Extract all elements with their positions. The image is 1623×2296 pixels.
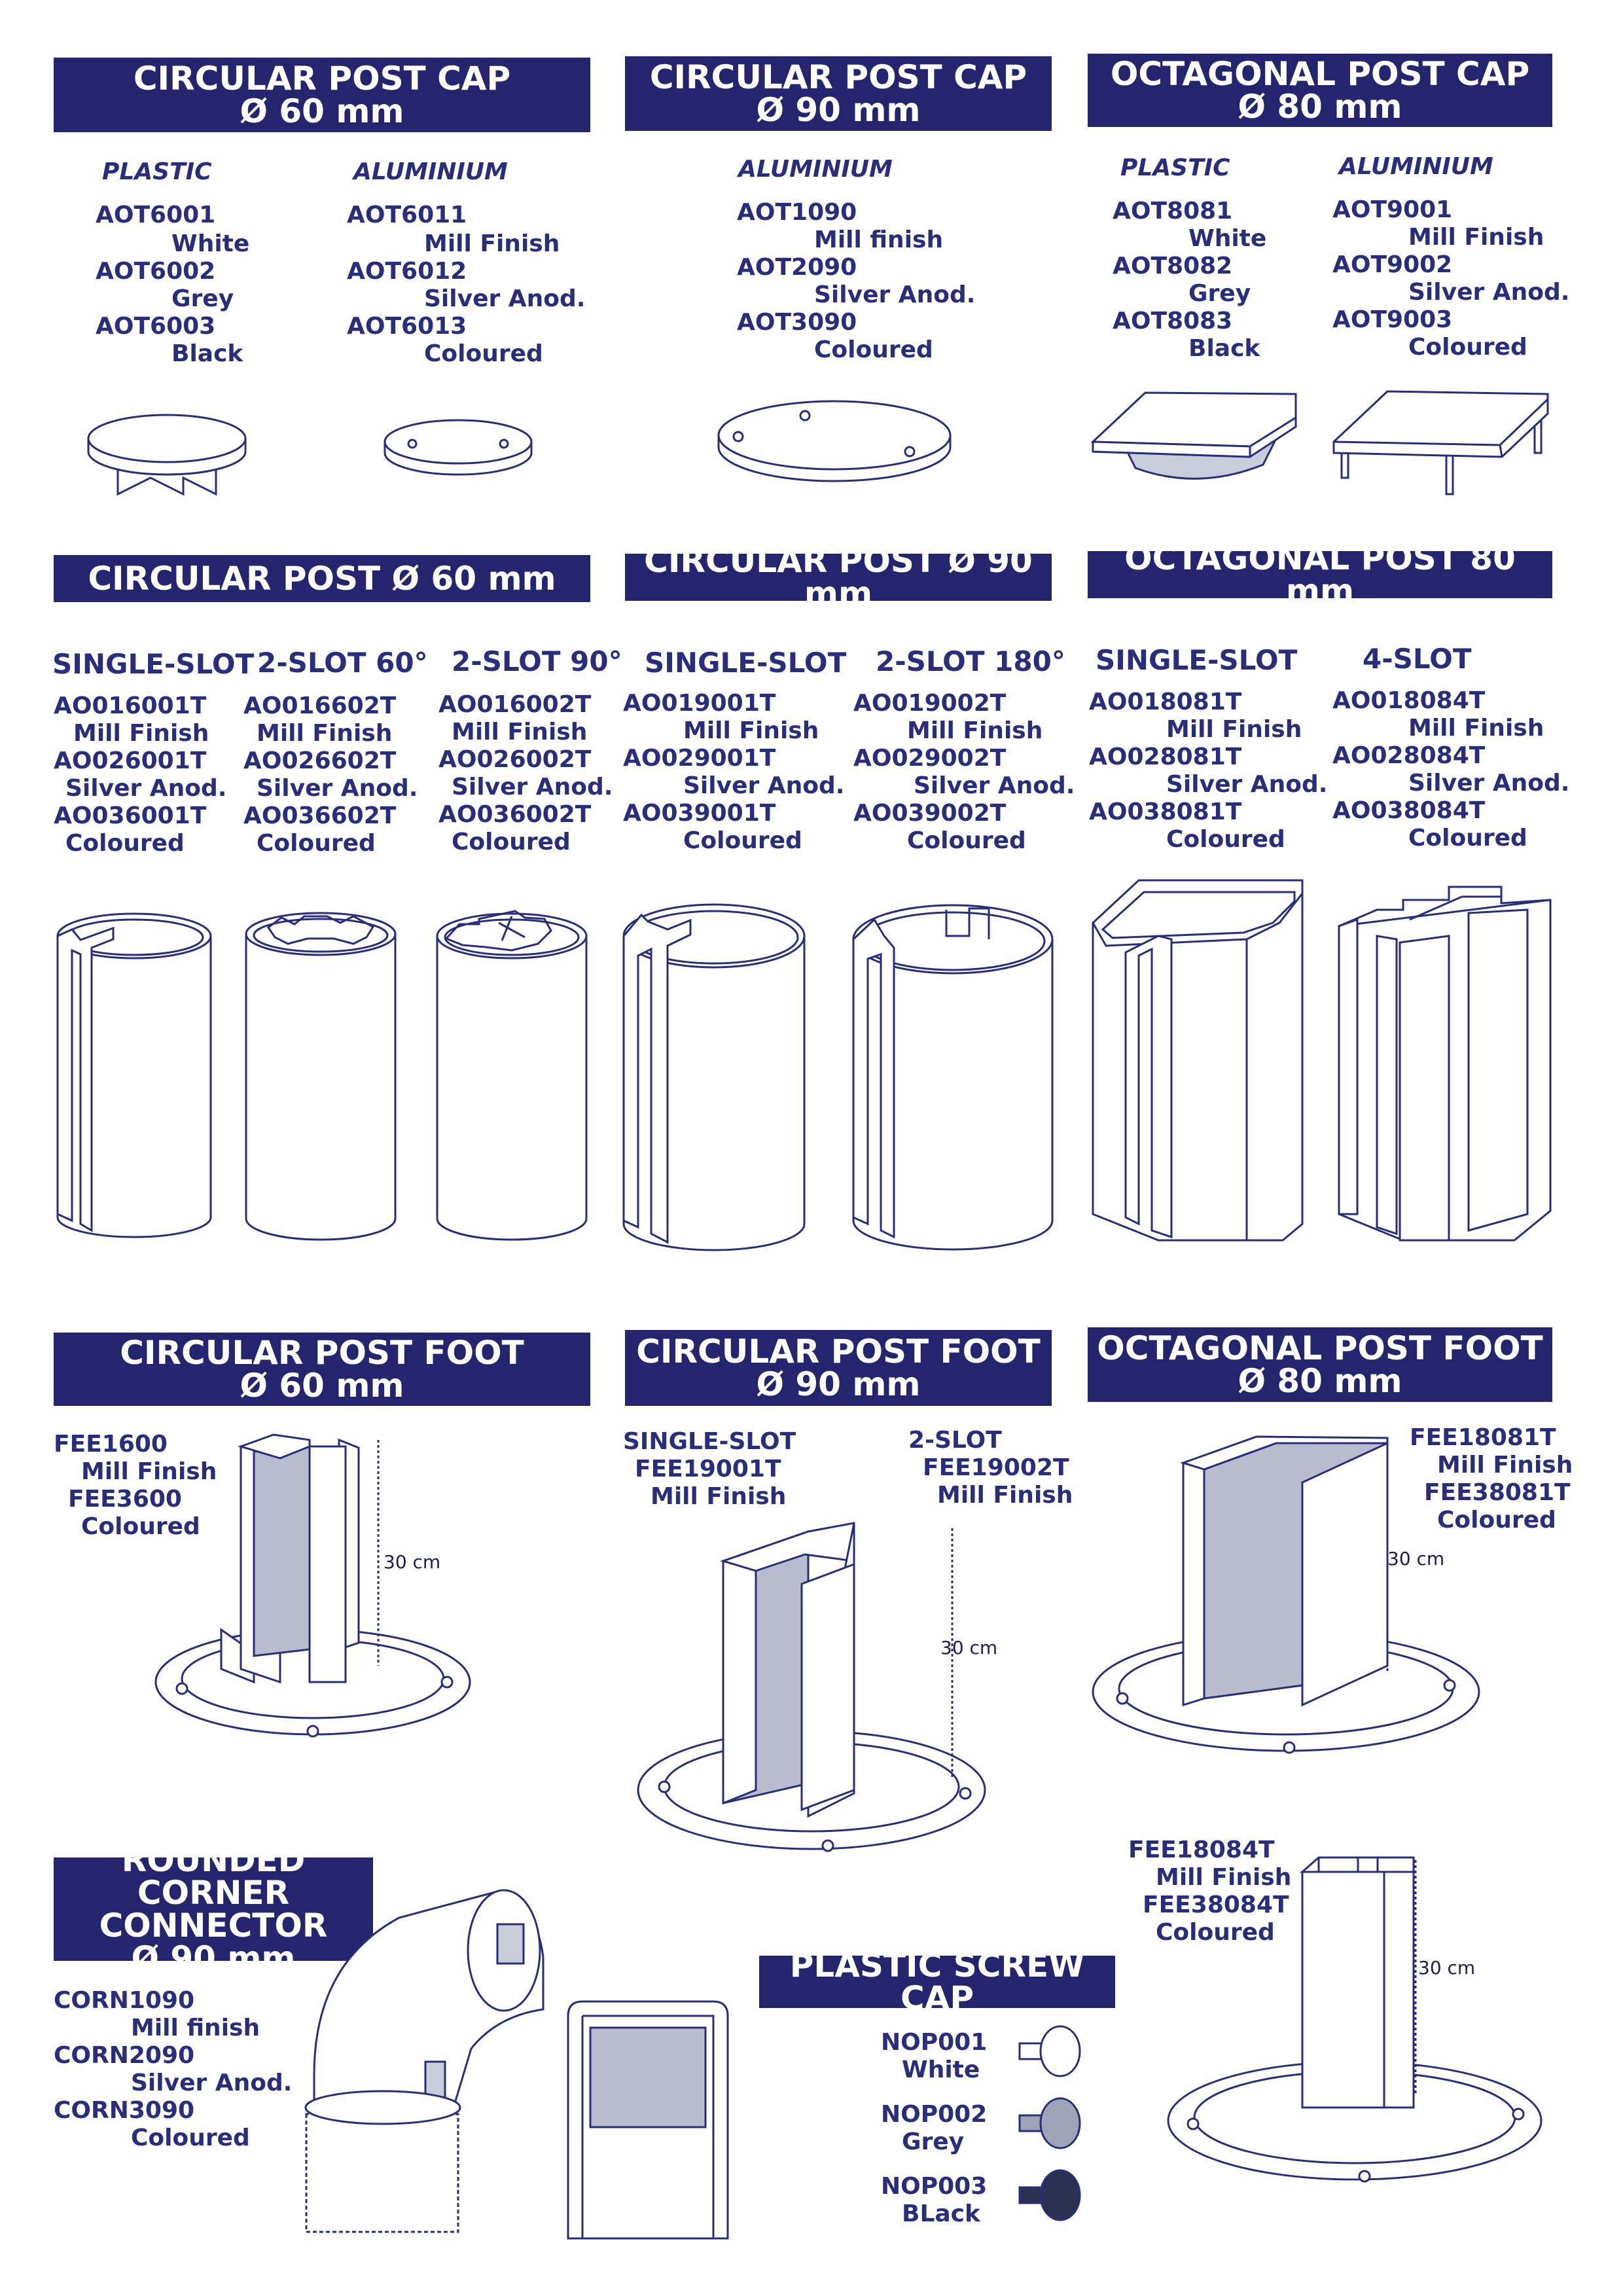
code: AOT9001 [1332, 196, 1453, 223]
code: AO019002T [853, 690, 1007, 717]
header-circular-post-cap-60 [54, 58, 590, 132]
header-line1: CIRCULAR POST CAP [133, 60, 511, 98]
connector-section-illustration [563, 1996, 733, 2245]
header-line2: Ø 90 mm [756, 1365, 921, 1403]
header-plastic-screw-cap [759, 1946, 1115, 2017]
header-line1: CIRCULAR POST FOOT [636, 1333, 1041, 1371]
finish: Coloured [1156, 1919, 1275, 1946]
finish: Mill finish [131, 2015, 260, 2041]
label-aluminium: ALUMINIUM [738, 156, 893, 183]
header-circular-post-90 [625, 542, 1052, 613]
label-2-slot: 2-SLOT [908, 1427, 1002, 1454]
code: FEE18081T [1410, 1424, 1556, 1451]
header-circular-post-cap-90 [625, 56, 1052, 131]
plastic-cap-60-illustration [79, 399, 255, 504]
code: AOT6012 [347, 258, 467, 285]
code: FEE19002T [923, 1454, 1069, 1481]
code: NOP001 [881, 2029, 988, 2056]
code: CORN1090 [54, 1987, 195, 2014]
finish: Silver Anod. [1408, 279, 1570, 306]
code: AOT8082 [1113, 253, 1233, 279]
code: AO028081T [1089, 744, 1242, 770]
code: AO036002T [438, 801, 592, 828]
finish: Black [171, 340, 243, 367]
finish: Mill Finish [73, 720, 209, 747]
finish: Silver Anod. [452, 774, 613, 800]
height-label: 30 cm [383, 1551, 441, 1573]
finish: Coloured [1166, 826, 1285, 853]
code: AO028084T [1332, 742, 1486, 769]
circular-post-60-2slot-60-illustration [242, 905, 399, 1258]
code: AOT8081 [1113, 198, 1233, 224]
plastic-cap-80-illustration [1086, 386, 1315, 497]
finish: Silver Anod. [914, 772, 1075, 799]
header-title: OCTAGONAL POST 80 mm [1124, 539, 1516, 610]
finish: Silver Anod. [424, 285, 586, 312]
finish: Mill Finish [907, 717, 1043, 744]
finish: Mill finish [814, 226, 944, 253]
screw-cap-grey-head [1041, 2098, 1080, 2148]
label-4-slot: 4-SLOT [1363, 643, 1472, 675]
code: AO029002T [853, 745, 1007, 772]
finish: Coloured [424, 340, 543, 367]
finish: Silver Anod. [683, 772, 845, 799]
code: FEE38081T [1424, 1479, 1571, 1506]
screw-cap-white-head [1041, 2026, 1080, 2076]
code: AO029001T [623, 745, 776, 772]
screw-cap-black-icon [1014, 2166, 1086, 2225]
finish: Silver Anod. [814, 281, 976, 308]
finish: Black [1188, 335, 1260, 362]
label-2-slot-90: 2-SLOT 90° [452, 645, 622, 677]
code: AOT1090 [737, 199, 857, 226]
circular-post-90-single-slot-illustration [618, 884, 808, 1263]
finish: Mill Finish [1166, 716, 1302, 743]
code: AO016602T [243, 692, 397, 719]
octagonal-post-foot-80-4-slot-illustration [1162, 1846, 1554, 2193]
code: AOT3090 [737, 309, 857, 336]
finish: Coloured [452, 829, 571, 855]
finish: Mill Finish [1156, 1864, 1292, 1891]
label-2-slot-60: 2-SLOT 60° [257, 647, 428, 679]
label-plastic: PLASTIC [1120, 154, 1230, 181]
code: AO036001T [54, 802, 207, 829]
label-aluminium: ALUMINIUM [1339, 153, 1493, 180]
code: FEE3600 [68, 1486, 182, 1513]
code: AO038081T [1089, 798, 1242, 825]
code: NOP002 [881, 2101, 988, 2128]
finish: Grey [171, 285, 234, 312]
finish: White [171, 230, 250, 257]
finish: Silver Anod. [1408, 770, 1570, 797]
label-single-slot: SINGLE-SLOT [52, 648, 255, 680]
header-line2: Ø 60 mm [240, 92, 404, 130]
finish: Silver Anod. [1166, 771, 1328, 798]
code: FEE38084T [1143, 1892, 1289, 1918]
header-line2: Ø 90 mm [756, 91, 921, 129]
code: FEE19001T [635, 1456, 781, 1482]
finish: Mill Finish [937, 1482, 1073, 1509]
finish: Mill Finish [1437, 1452, 1573, 1479]
header-title: PLASTIC SCREW CAP [789, 1946, 1085, 2017]
circular-post-60-2slot-90-illustration [433, 905, 590, 1258]
code: AO039001T [623, 800, 776, 827]
finish: Coloured [257, 830, 376, 857]
code: AO026001T [54, 747, 207, 774]
header-title: CIRCULAR POST Ø 60 mm [88, 560, 556, 598]
finish: BLack [902, 2200, 980, 2227]
finish: Mill Finish [1408, 224, 1544, 251]
finish: Coloured [1437, 1507, 1556, 1534]
code: AO039002T [853, 800, 1007, 827]
finish: Mill Finish [424, 230, 560, 257]
circular-post-60-single-slot-illustration [51, 903, 215, 1257]
finish: Coloured [1408, 825, 1527, 852]
header-line1: OCTAGONAL POST CAP [1110, 55, 1530, 93]
label-2-slot-180: 2-SLOT 180° [876, 645, 1065, 677]
code: AOT6013 [347, 313, 467, 340]
finish: Mill Finish [452, 719, 588, 745]
label-single-slot: SINGLE-SLOT [645, 647, 847, 679]
header-line2: CONNECTOR [99, 1907, 328, 1945]
header-line3: Ø 90 mm [131, 1939, 296, 1977]
code: AO026602T [243, 747, 397, 774]
finish: Coloured [1408, 334, 1527, 361]
circular-post-foot-60-illustration [149, 1433, 490, 1754]
code: AO038084T [1332, 797, 1486, 824]
label-single-slot: SINGLE-SLOT [623, 1428, 796, 1455]
header-line1: CIRCULAR POST FOOT [120, 1334, 524, 1372]
finish: Silver Anod. [257, 775, 418, 802]
finish: Mill Finish [651, 1483, 787, 1510]
code: AOT6001 [96, 202, 216, 228]
code: AO018084T [1332, 687, 1486, 714]
header-line2: Ø 80 mm [1238, 1362, 1402, 1400]
code: AO019001T [623, 690, 776, 717]
header-octagonal-post-80 [1088, 539, 1552, 610]
height-label: 30 cm [1387, 1548, 1445, 1570]
code: AOT6011 [347, 202, 467, 228]
screw-cap-black-head [1041, 2170, 1080, 2220]
finish: Coloured [683, 827, 802, 854]
finish: Grey [902, 2128, 965, 2155]
octagonal-post-foot-80-illustration [1086, 1430, 1486, 1770]
finish: White [1188, 225, 1267, 252]
code: AOT6003 [96, 313, 216, 340]
height-label: 30 cm [940, 1637, 998, 1659]
header-title: CIRCULAR POST Ø 90 mm [644, 542, 1033, 613]
code: AO016001T [54, 692, 207, 719]
header-line2: Ø 80 mm [1238, 88, 1402, 126]
label-aluminium: ALUMINIUM [353, 158, 508, 185]
finish: Coloured [814, 336, 933, 363]
finish: Coloured [81, 1513, 200, 1540]
header-line2: Ø 60 mm [240, 1367, 404, 1405]
code: AOT9003 [1332, 306, 1453, 333]
finish: Coloured [907, 827, 1026, 854]
aluminium-cap-80-illustration [1329, 380, 1558, 504]
code: AO026002T [438, 746, 592, 773]
finish: Silver Anod. [65, 775, 227, 802]
label-plastic: PLASTIC [102, 158, 212, 185]
screw-cap-grey-icon [1014, 2094, 1086, 2153]
octagonal-post-80-single-slot-illustration [1086, 874, 1312, 1253]
label-single-slot: SINGLE-SLOT [1096, 644, 1298, 676]
rounded-corner-connector-illustration [301, 1878, 556, 2245]
header-octagonal-post-cap-80 [1088, 54, 1552, 127]
code: AOT9002 [1332, 251, 1453, 278]
finish: Grey [1188, 280, 1251, 307]
screw-cap-white-icon [1014, 2022, 1086, 2081]
code: AOT8083 [1113, 308, 1233, 334]
finish: Silver Anod. [131, 2070, 293, 2096]
header-line1: ROUNDED CORNER [121, 1841, 306, 1912]
code: FEE18084T [1128, 1837, 1275, 1863]
code: AO018081T [1089, 689, 1242, 715]
finish: White [902, 2056, 980, 2083]
finish: Coloured [131, 2125, 250, 2151]
code: FEE1600 [54, 1431, 168, 1458]
octagonal-post-80-4-slot-illustration [1331, 874, 1557, 1253]
aluminium-cap-90-illustration [713, 389, 955, 488]
code: AOT6002 [96, 258, 216, 285]
header-circular-post-60 [54, 555, 590, 602]
header-circular-post-foot-90 [625, 1330, 1052, 1406]
finish: Coloured [65, 830, 185, 857]
header-octagonal-post-foot-80 [1088, 1327, 1552, 1402]
code: CORN2090 [54, 2042, 195, 2069]
height-label: 30 cm [1418, 1957, 1476, 1979]
finish: Mill Finish [81, 1458, 217, 1485]
code: NOP003 [881, 2173, 988, 2200]
code: CORN3090 [54, 2097, 195, 2124]
circular-post-foot-90-single-slot-illustration [632, 1522, 998, 1869]
header-line1: CIRCULAR POST CAP [649, 58, 1027, 96]
code: AO036602T [243, 802, 397, 829]
finish: Mill Finish [257, 720, 393, 747]
code: AO016002T [438, 691, 592, 718]
header-line1: OCTAGONAL POST FOOT [1097, 1329, 1543, 1367]
header-circular-post-foot-60 [54, 1333, 590, 1406]
finish: Mill Finish [1408, 715, 1544, 742]
finish: Mill Finish [683, 717, 819, 744]
circular-post-90-2slot-180-illustration [848, 884, 1058, 1263]
aluminium-cap-60-illustration [380, 412, 537, 484]
code: AOT2090 [737, 254, 857, 281]
